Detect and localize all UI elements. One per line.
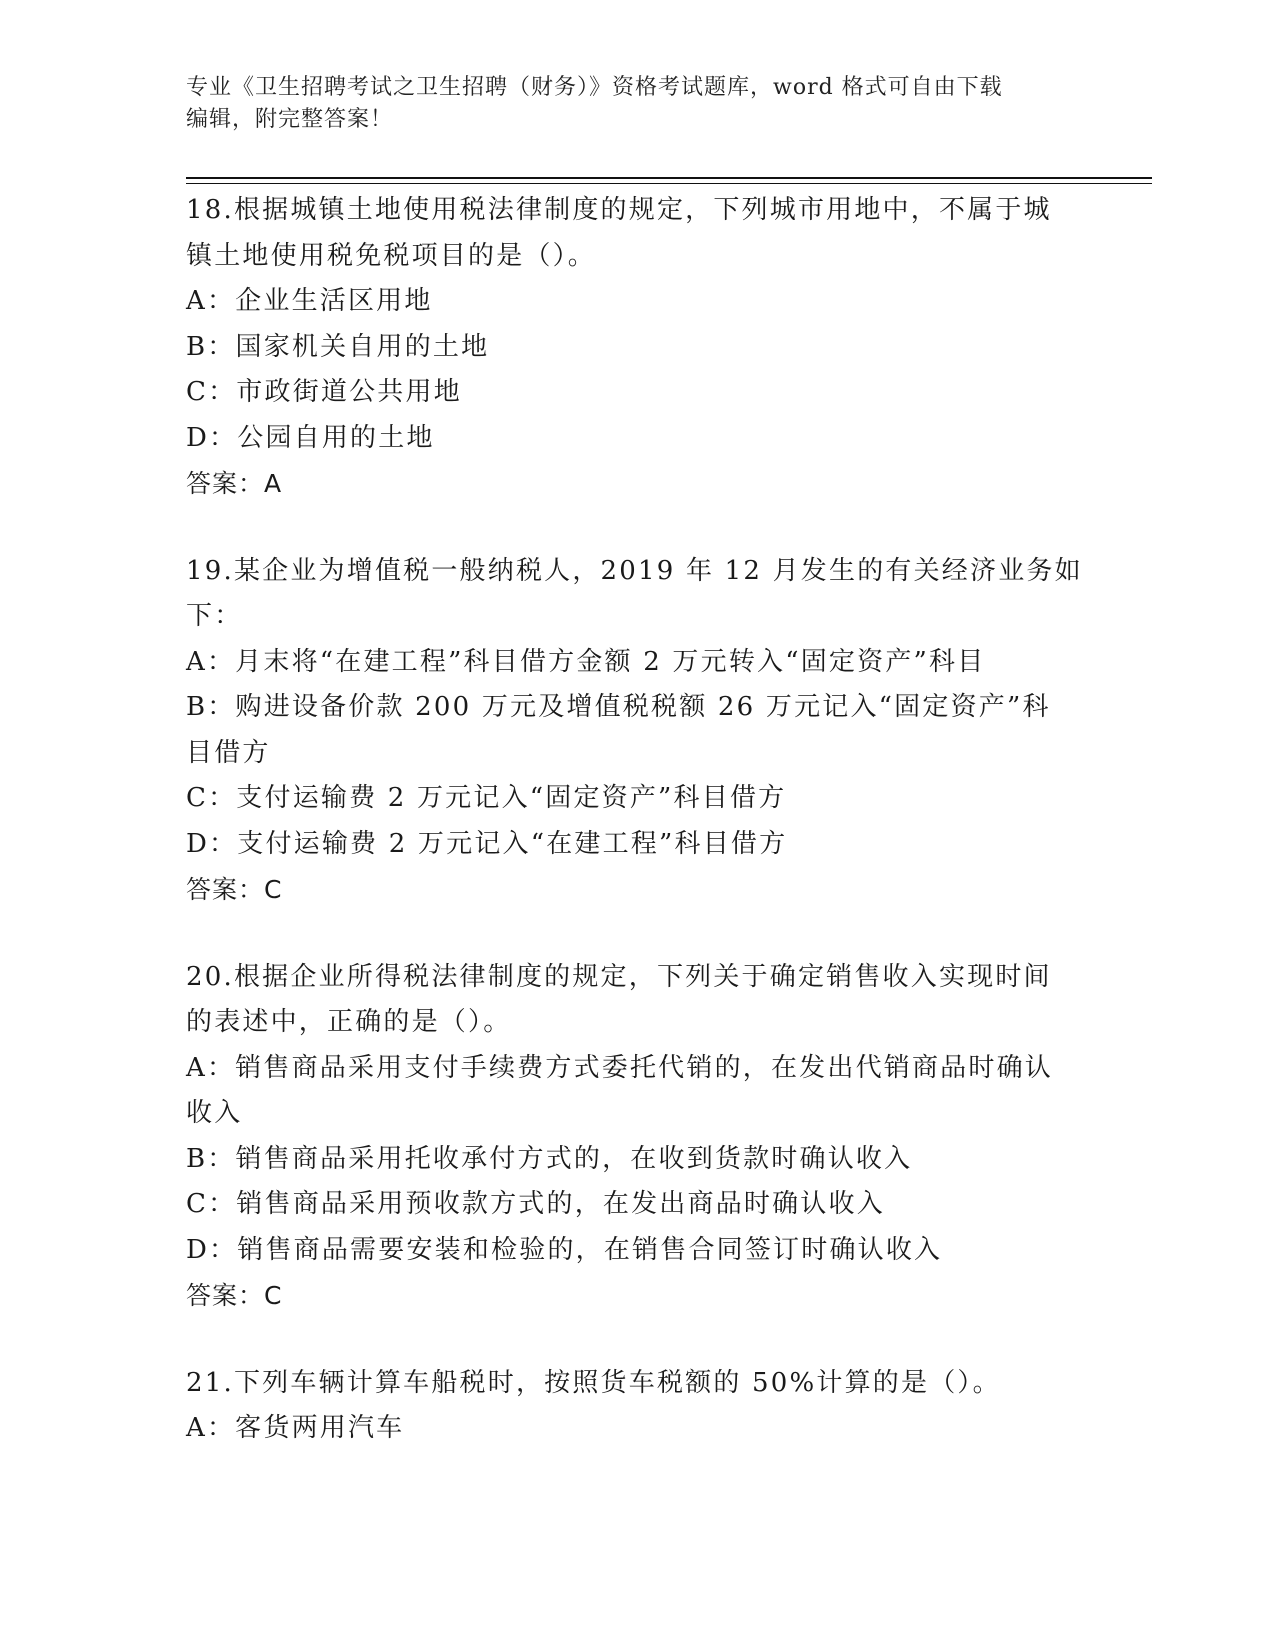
option-d: D：销售商品需要安装和检验的，在销售合同签订时确认收入: [186, 1234, 943, 1265]
question-stem: 下：: [186, 601, 243, 631]
answer-label: 答案：C: [186, 875, 283, 904]
question-stem: 20.根据企业所得税法律制度的规定，下列关于确定销售收入实现时间: [186, 961, 1052, 992]
option-a: A：客货两用汽车: [186, 1413, 405, 1443]
question-stem: 21.下列车辆计算车船税时，按照货车税额的 50%计算的是（）。: [186, 1367, 1001, 1398]
option-b: B：购进设备价款 200 万元及增值税税额 26 万元记入“固定资产”科: [186, 692, 1051, 722]
option-c: C：销售商品采用预收款方式的，在发出商品时确认收入: [186, 1189, 885, 1219]
option-b: B：国家机关自用的土地: [186, 331, 490, 362]
option-b-continued: 目借方: [186, 737, 271, 768]
option-c: C：市政街道公共用地: [186, 377, 462, 407]
question-18: [186, 188, 1086, 507]
option-a: A：企业生活区用地: [186, 286, 433, 316]
header-line-1: 专业《卫生招聘考试之卫生招聘（财务）》资格考试题库，word 格式可自由下载: [186, 75, 1003, 100]
question-stem: 19.某企业为增值税一般纳税人，2019 年 12 月发生的有关经济业务如: [186, 555, 1083, 586]
option-a-continued: 收入: [186, 1098, 243, 1128]
option-a: A：月末将“在建工程”科目借方金额 2 万元转入“固定资产”科目: [186, 646, 986, 677]
question-list: [186, 188, 1086, 1494]
option-c: C：支付运输费 2 万元记入“固定资产”科目借方: [186, 783, 787, 813]
header-line-2: 编辑，附完整答案！: [186, 107, 394, 132]
question-stem: 的表述中，正确的是（）。: [186, 1007, 512, 1037]
header-divider-thin: [186, 183, 1152, 184]
option-d: D：公园自用的土地: [186, 422, 435, 453]
question-stem: 18.根据城镇土地使用税法律制度的规定，下列城市用地中，不属于城: [186, 195, 1052, 225]
option-b: B：销售商品采用托收承付方式的，在收到货款时确认收入: [186, 1143, 913, 1174]
question-21: [186, 1361, 1086, 1452]
option-a: A：销售商品采用支付手续费方式委托代销的，在发出代销商品时确认: [186, 1052, 1053, 1083]
answer-label: 答案：C: [186, 1281, 283, 1310]
document-header: [186, 72, 1066, 136]
question-19: [186, 549, 1086, 913]
header-divider-thick: [186, 177, 1152, 179]
question-20: [186, 955, 1086, 1319]
answer-label: 答案：A: [186, 469, 283, 498]
option-d: D：支付运输费 2 万元记入“在建工程”科目借方: [186, 828, 788, 859]
question-stem: 镇土地使用税免税项目的是（）。: [186, 240, 597, 271]
